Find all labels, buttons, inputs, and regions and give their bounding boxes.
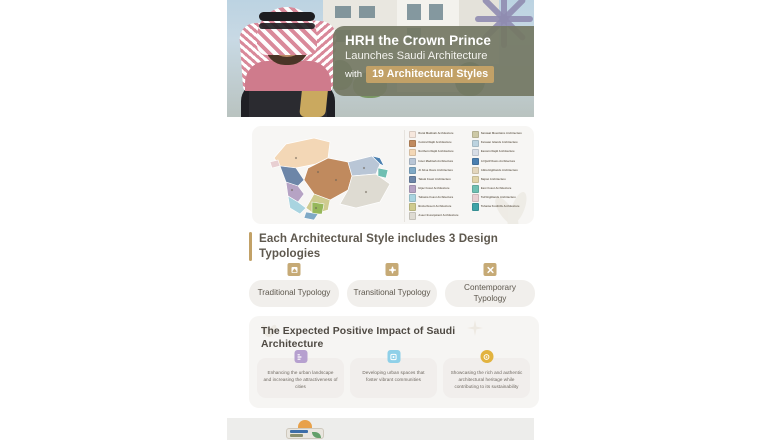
legend-label: Central Najdi Architecture bbox=[418, 141, 452, 145]
legend-swatch bbox=[472, 149, 479, 156]
legend-swatch bbox=[409, 149, 416, 156]
saudi-architecture-logo bbox=[284, 420, 328, 440]
hero-with-label: with bbox=[345, 69, 363, 80]
legend-item bbox=[472, 130, 533, 139]
legend-item bbox=[409, 212, 470, 221]
hero-banner bbox=[227, 0, 534, 117]
typology-label: Contemporary Typology bbox=[445, 280, 535, 307]
typology-section bbox=[249, 232, 537, 307]
legend-item bbox=[409, 148, 470, 157]
legend-item bbox=[409, 130, 470, 139]
legend-label: Najran Architecture bbox=[480, 177, 506, 181]
legend-label: Abha Highlands Architecture bbox=[480, 168, 518, 172]
logo-text-line-1 bbox=[290, 430, 308, 433]
typology-pills bbox=[249, 280, 537, 307]
hero-highlight-badge: 19 Architectural Styles bbox=[366, 66, 494, 83]
legend-item bbox=[409, 194, 470, 203]
legend-label: Inner Madinah Architecture bbox=[418, 159, 454, 163]
legend-swatch bbox=[472, 158, 479, 165]
legend-label: Sarawat Mountains Architecture bbox=[480, 132, 522, 136]
legend-swatch bbox=[472, 194, 479, 201]
hero-highlight-row bbox=[345, 66, 524, 83]
legend-label: Tuhama Foothills Architecture bbox=[480, 205, 520, 209]
legend-column-left bbox=[409, 130, 470, 222]
window-glyph bbox=[429, 4, 443, 20]
legend-label: Eastern Najdi Architecture bbox=[480, 150, 515, 154]
impact-section bbox=[249, 316, 539, 408]
legend-item bbox=[472, 139, 533, 148]
impact-cards bbox=[257, 358, 531, 398]
legend-swatch bbox=[472, 140, 479, 147]
logo-text-line-2 bbox=[290, 434, 303, 437]
modern-cross-icon bbox=[484, 263, 497, 276]
legend-label: Aseer Escarpment Architecture bbox=[418, 214, 459, 218]
legend-label: Bisha Desert Architecture bbox=[418, 205, 452, 209]
legend-column-right bbox=[472, 130, 533, 222]
legend-label: Tabuk Coast Architecture bbox=[418, 177, 451, 181]
legend-label: Rural Madinah Architecture bbox=[418, 132, 454, 136]
map-svg bbox=[256, 128, 402, 222]
igal-band-lower bbox=[259, 23, 315, 29]
hero-title: HRH the Crown Prince bbox=[345, 33, 492, 48]
legend-swatch bbox=[409, 176, 416, 183]
traditional-house-icon bbox=[288, 263, 301, 276]
sparkle-decoration-icon bbox=[465, 318, 485, 338]
window-glyph bbox=[407, 4, 421, 20]
legend-swatch bbox=[409, 158, 416, 165]
legend-label: Al Ahsa Oasis Architecture bbox=[418, 168, 453, 172]
impact-card[interactable] bbox=[443, 358, 530, 398]
accent-bar bbox=[249, 232, 252, 261]
legend-swatch bbox=[472, 167, 479, 174]
legend-item bbox=[472, 203, 533, 212]
legend-item bbox=[409, 139, 470, 148]
legend-label: East Coast Architecture bbox=[480, 186, 512, 190]
typology-item-contemporary[interactable] bbox=[445, 280, 535, 307]
typology-label: Traditional Typology bbox=[249, 280, 339, 307]
legend-label: Farasan Islands Architecture bbox=[480, 141, 518, 145]
impact-card[interactable] bbox=[257, 358, 344, 398]
legend-item bbox=[472, 157, 533, 166]
typology-item-transitional[interactable] bbox=[347, 280, 437, 307]
saudi-arabia-regions-map bbox=[256, 128, 402, 222]
content-column bbox=[227, 0, 534, 440]
legend-swatch bbox=[409, 212, 416, 219]
legend-label: Northern Najdi Architecture bbox=[418, 150, 454, 154]
legend-swatch bbox=[409, 167, 416, 174]
typology-item-traditional[interactable] bbox=[249, 280, 339, 307]
window-glyph bbox=[359, 6, 375, 18]
legend-item bbox=[472, 185, 533, 194]
legend-item bbox=[472, 194, 533, 203]
legend bbox=[404, 130, 532, 222]
city-skyline-icon bbox=[294, 350, 307, 363]
legend-item bbox=[409, 166, 470, 175]
impact-card-text: Showcasing the rich and authentic architectural heritage while contributing to its sustainability bbox=[450, 370, 523, 389]
footer-bar bbox=[227, 418, 534, 440]
impact-card[interactable] bbox=[350, 358, 437, 398]
legend-swatch bbox=[472, 176, 479, 183]
ornament-rosette-icon bbox=[386, 263, 399, 276]
legend-label: Taif Highlands Architecture bbox=[480, 195, 516, 199]
legend-label: Hijaz Coast Architecture bbox=[418, 186, 450, 190]
legend-swatch bbox=[409, 140, 416, 147]
typology-heading: Each Architectural Style includes 3 Design Typologies bbox=[259, 232, 498, 260]
igal-band bbox=[259, 12, 315, 21]
legend-item bbox=[409, 157, 470, 166]
legend-swatch bbox=[472, 185, 479, 192]
shoulder bbox=[245, 61, 331, 91]
legend-swatch bbox=[409, 194, 416, 201]
crown-prince-portrait bbox=[231, 0, 343, 117]
legend-item bbox=[472, 175, 533, 184]
legend-label: Tuhama Coast Architecture bbox=[418, 195, 454, 199]
heritage-badge-icon bbox=[480, 350, 493, 363]
legend-swatch bbox=[472, 131, 479, 138]
legend-swatch bbox=[472, 203, 479, 210]
legend-item bbox=[409, 203, 470, 212]
legend-swatch bbox=[409, 203, 416, 210]
legend-swatch bbox=[409, 185, 416, 192]
legend-item bbox=[472, 166, 533, 175]
legend-item bbox=[472, 148, 533, 157]
hero-text-panel bbox=[333, 26, 534, 96]
impact-card-text: Developing urban spaces that foster vibrant communities bbox=[362, 370, 425, 382]
hero-subtitle: Launches Saudi Architecture bbox=[345, 50, 488, 62]
legend-item bbox=[409, 185, 470, 194]
legend-item bbox=[409, 175, 470, 184]
legend-label: Al Qatif Oasis Architecture bbox=[480, 159, 516, 163]
impact-card-text: Enhancing the urban landscape and increasing the attractiveness of cities bbox=[263, 370, 338, 389]
impact-heading: The Expected Positive Impact of Saudi Architecture bbox=[261, 326, 456, 350]
legend-swatch bbox=[409, 131, 416, 138]
typology-heading-row bbox=[249, 232, 537, 261]
typology-label: Transitional Typology bbox=[347, 280, 437, 307]
map-and-legend-card bbox=[252, 126, 534, 224]
community-square-icon bbox=[387, 350, 400, 363]
